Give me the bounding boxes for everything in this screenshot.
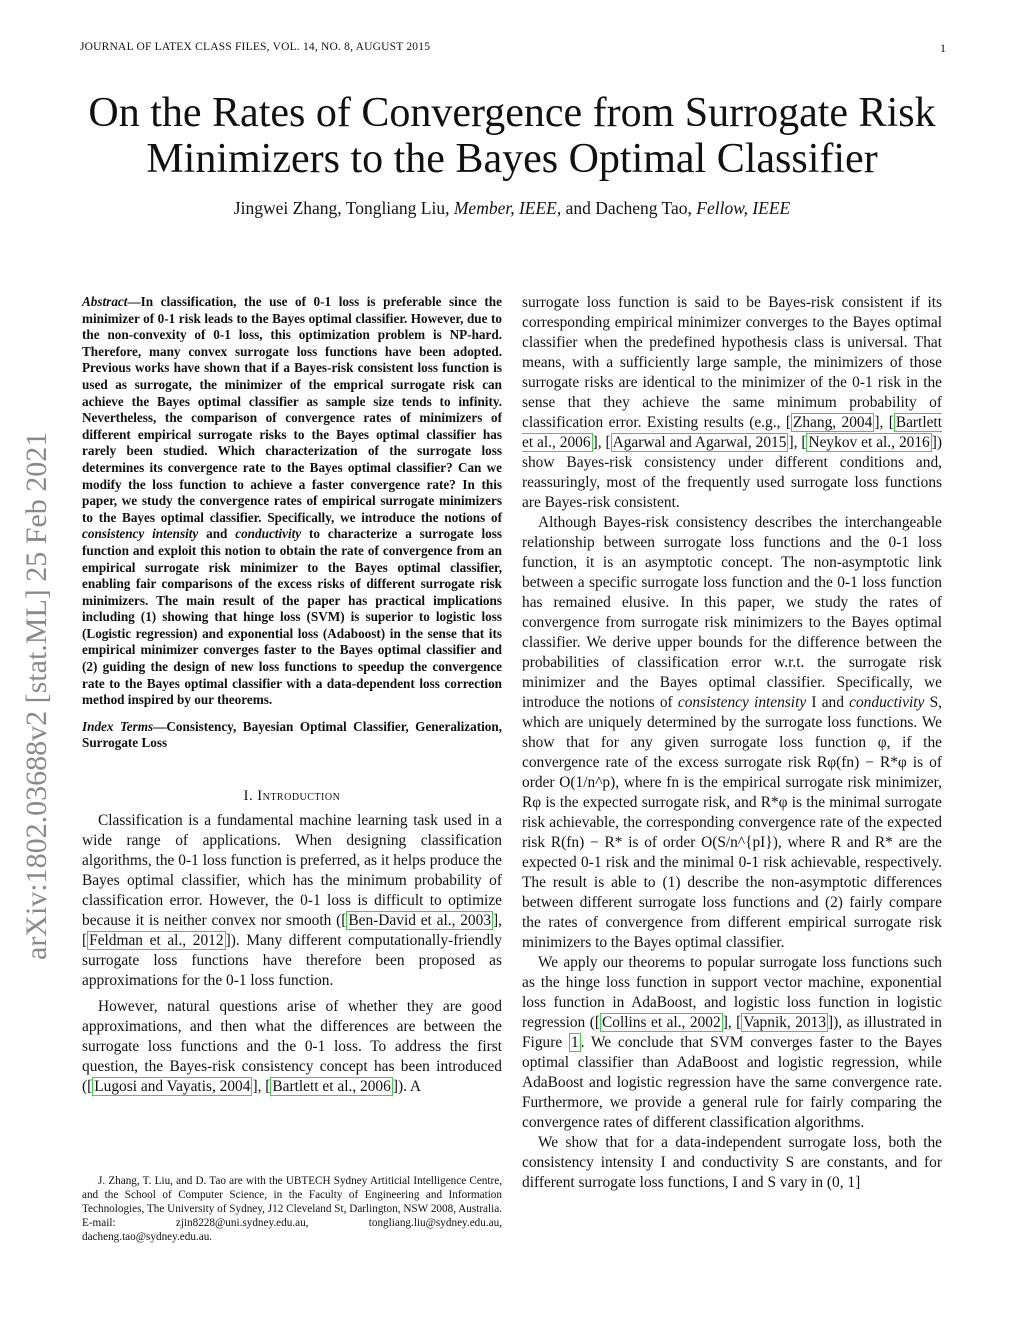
citation-link[interactable]: Feldman et al., 2012	[89, 932, 224, 950]
right-p2-text-a: Although Bayes-risk consistency describes the interchangeable relationship between surrogate loss functions and the 0-1 loss function, it is an asymptotic concept. The non-asymptotic link between a specific surrogate loss function and the 0-1 loss function has remained elusive. In this paper, we study the rates of convergence from surrogate risk minimizers to the Bayes optimal classifier. We derive upper bounds for the difference between the probabilities of classification error w.r.t. the surrogate risk minimizer and the Bayes optimal classifier. Specifically, we introduce the notions of	[522, 514, 942, 711]
author-role-2: Fellow, IEEE	[696, 198, 791, 218]
right-paragraph-2	[522, 513, 942, 953]
author-role-1: Member, IEEE,	[453, 198, 562, 218]
abstract-text-2: and	[198, 526, 236, 542]
intro-p1-text-b: ], [	[82, 912, 502, 950]
right-paragraph-3	[522, 953, 942, 1133]
author-names-2: and Dacheng Tao,	[561, 198, 697, 218]
right-p3-text-a: We apply our theorems to popular surrogate loss functions such as the hinge loss function in support vector machine, exponential loss function in AdaBoost, and logistic loss function in logistic regression ([	[522, 954, 942, 1031]
abstract-text-1: —In classification, the use of 0-1 loss is preferable since the minimizer of 0-1 risk leads to the Bayes optimal classifier. However, due to the non-convexity of 0-1 loss, this optimization problem is NP-hard. Therefore, many convex surrogate loss functions have been adopted. Previous works have shown that if a Bayes-risk consistent loss function is used as surrogate, the minimizer of the emprical surrogate risk can achieve the Bayes optimal classifier as sample size tends to infinity. Nevertheless, the comparison of convergence rates of minimizers of different empirical surrogate risks to the Bayes optimal classifier has rarely been studied. Which characterization of the surrogate loss determines its convergence rate to the Bayes optimal classifier? Can we modify the loss function to achieve a faster convergence rate? In this paper, we study the convergence rates of empirical surrogate minimizers to the Bayes optimal classifier. Specifically, we introduce the notions of	[82, 294, 502, 525]
intro-p2-text-c: ]). A	[392, 1078, 422, 1096]
author-line	[60, 198, 964, 219]
citation-link[interactable]: Agarwal and Agarwal, 2015	[612, 434, 787, 451]
right-p1-text-e: ]) show Bayes-risk consistency under different conditions and, reassuringly, most of the frequently used surrogate loss functions are Bayes-risk consistent.	[522, 434, 942, 511]
author-names-1: Jingwei Zhang, Tongliang Liu,	[233, 198, 454, 218]
abstract-label: Abstract	[82, 294, 128, 309]
citation-link[interactable]: Ben-David et al., 2003	[348, 912, 492, 930]
abstract	[82, 294, 502, 709]
right-p3-text-d: . We conclude that SVM converges faster to the Bayes optimal classifier than AdaBoost and logistic regression, while AdaBoost and logistic regression have the same convergence rate. Furthermore, we provide a general rule for fairly comparing the convergence rates of different classification algorithms.	[522, 1034, 942, 1131]
citation-link[interactable]: Bartlett et al., 2006	[272, 1078, 391, 1096]
intro-paragraph-1	[82, 811, 502, 991]
right-paragraph-4	[522, 1133, 942, 1193]
section-number: I.	[243, 788, 258, 805]
section-heading-introduction	[82, 788, 502, 805]
right-p1-text-c: ], [	[592, 434, 611, 451]
citation-link[interactable]: Neykov et al., 2016	[808, 434, 930, 451]
right-p2-text-b: I and	[806, 694, 850, 711]
intro-p2-text-a: However, natural questions arise of whether they are good approximations, and then what the differences are between the surrogate loss functions and the 0-1 loss. To address the first question, the Bayes-risk consistency concept has been introduced ([	[82, 998, 502, 1096]
right-column	[522, 293, 942, 1193]
citation-link[interactable]: Bartlett et al., 2006	[522, 414, 942, 451]
right-p1-text-d: ], [	[788, 434, 807, 451]
term-consistency-intensity: consistency intensity	[677, 694, 807, 711]
author-affiliation-footnote: J. Zhang, T. Liu, and D. Tao are with the UBTECH Sydney Artiticial Intelligence Centre, and the School of Computer Science, in the Faculty of Engineering and Information Technologies, The University of Sydney, J12 Cleveland St, Darlington, NSW 2008, Australia. E-mail: zjin8228@uni.sydney.edu.au, tongliang.liu@sydney.edu.au, dacheng.tao@sydney.edu.au.	[82, 1175, 502, 1243]
citation-link[interactable]: Zhang, 2004	[792, 414, 873, 431]
page-number: 1	[940, 41, 946, 55]
right-p3-text-c: ]), as illustrated in Figure	[522, 1014, 942, 1051]
left-column	[82, 294, 502, 1097]
index-terms-text: —Consistency, Bayesian Optimal Classifier, Generalization, Surrogate Loss	[82, 718, 502, 751]
abstract-term-consistency-intensity: consistency intensity	[82, 526, 199, 542]
right-p1-text-b: ], [	[874, 414, 894, 431]
section-title: Introduction	[257, 788, 341, 805]
intro-paragraph-2	[82, 997, 502, 1097]
citation-link[interactable]: Vapnik, 2013	[743, 1014, 827, 1031]
intro-p1-text-c: ]). Many different computationally-friendly surrogate loss functions have therefore been proposed as approximations for the 0-1 loss function.	[82, 932, 502, 990]
citation-link[interactable]: Lugosi and Vayatis, 2004	[94, 1078, 251, 1096]
intro-p1-text-a: Classification is a fundamental machine learning task used in a wide range of applications. When designing classification algorithms, the 0-1 loss function is preferred, as it helps produce the Bayes optimal classifier, which has the minimum probability of classification error. However, the 0-1 loss is difficult to optimize because it is neither convex nor smooth ([	[82, 812, 502, 930]
arxiv-identifier-stamp: arXiv:1802.03688v2 [stat.ML] 25 Feb 2021	[20, 431, 53, 960]
running-header: JOURNAL OF LATEX CLASS FILES, VOL. 14, NO. 8, AUGUST 2015	[80, 41, 431, 53]
figure-reference-link[interactable]: 1	[570, 1034, 579, 1051]
index-terms-label: Index Terms	[82, 718, 154, 734]
right-p4-text: We show that for a data-independent surrogate loss, both the consistency intensity I and conductivity S are constants, and for different surrogate loss functions, I and S vary in (0, 1]	[522, 1134, 942, 1191]
term-conductivity: conductivity	[849, 694, 925, 711]
intro-p2-text-b: ], [	[252, 1078, 271, 1096]
right-p3-text-b: ], [	[722, 1014, 742, 1031]
citation-link[interactable]: Collins et al., 2002	[602, 1014, 721, 1031]
index-terms	[82, 719, 502, 752]
right-paragraph-1	[522, 293, 942, 513]
right-p1-text-a: surrogate loss function is said to be Bayes-risk consistent if its corresponding empirical minimizer converges to the Bayes optimal classifier when the predefined hypothesis class is universal. That means, with a sufficiently large sample, the minimizers of those surrogate risks are identical to the minimizer of the 0-1 risk in the sense that they achieve the same minimum probability of classification error. Existing results (e.g., [	[522, 294, 942, 431]
paper-title: On the Rates of Convergence from Surrogate Risk Minimizers to the Bayes Optimal Classifier	[88, 90, 936, 182]
right-p2-text-c: S, which are uniquely determined by the surrogate loss functions. We show that for any given surrogate loss function φ, if the convergence rate of the excess surrogate risk Rφ(fn) − R*φ is of order O(1/n^p), where fn is the empirical surrogate risk minimizer, Rφ is the expected surrogate risk, and R*φ is the minimal surrogate risk achievable, the corresponding convergence rate of the expected risk R(fn) − R* is of order O(S/n^{pI}), where R and R* are the expected 0-1 risk and the minimal 0-1 risk achievable, respectively. The result is able to (1) describe the non-asymptotic differences between different surrogate loss functions and (2) fairly compare the rates of convergence from different empirical surrogate risk minimizers to the Bayes optimal classifier.	[522, 694, 942, 951]
abstract-term-conductivity: conductivity	[235, 526, 302, 542]
abstract-text-3: to characterize a surrogate loss function and exploit this notion to obtain the rate of convergence from an empirical surrogate risk minimizer to the Bayes optimal classifier, enabling fair comparisons of the excess risks of different surrogate risk minimizers. The main result of the paper has practical implications including (1) showing that hinge loss (SVM) is superior to logistic loss (Logistic regression) and exponential loss (Adaboost) in the sense that its empirical minimizer converges faster to the Bayes optimal classifier and (2) guiding the design of new loss functions to speedup the convergence rate to the Bayes optimal classifier with a data-dependent loss correction method inspired by our theorems.	[82, 526, 502, 708]
